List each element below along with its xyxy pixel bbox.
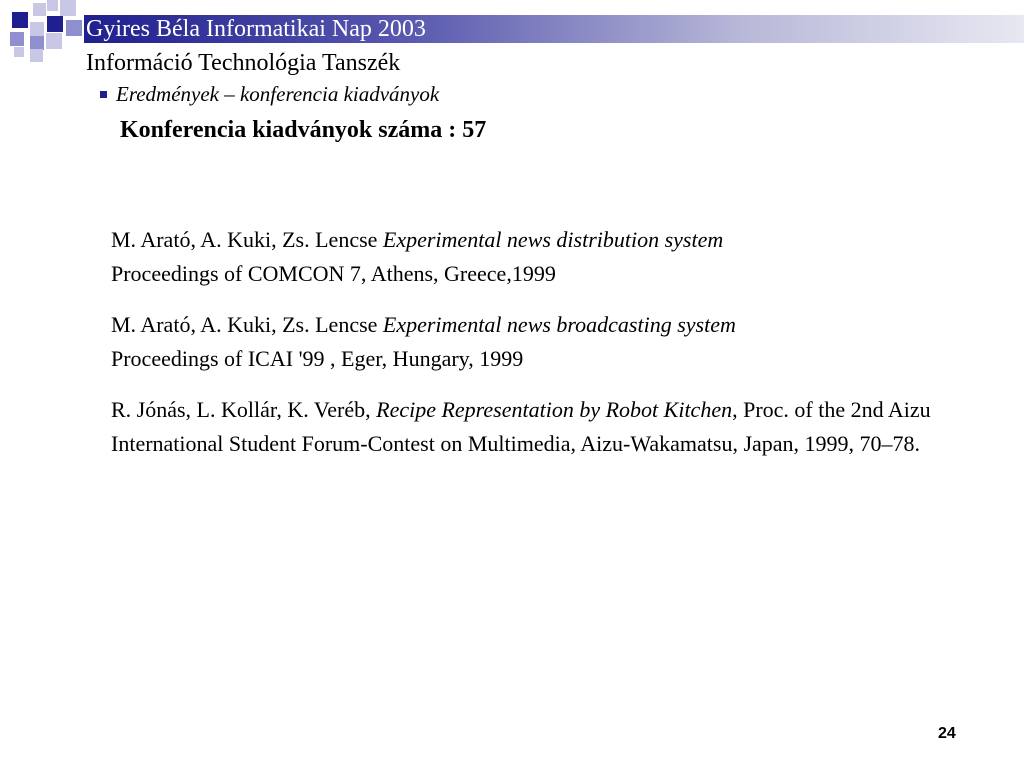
- square-decoration: [46, 33, 62, 49]
- square-decoration: [30, 49, 43, 62]
- reference-list: [111, 223, 991, 478]
- square-decoration: [66, 20, 82, 36]
- reference-venue: Proceedings of ICAI '99 , Eger, Hungary, 1999: [111, 346, 524, 371]
- square-decoration: [47, 16, 63, 32]
- square-decoration: [30, 22, 44, 36]
- square-decoration: [12, 12, 28, 28]
- slide-title: Gyires Béla Informatikai Nap 2003: [86, 16, 426, 42]
- reference-item: [111, 308, 991, 376]
- square-decoration: [47, 0, 58, 11]
- square-decoration: [14, 47, 24, 57]
- reference-title: Experimental news distribution system: [382, 227, 724, 252]
- bullet-square-icon: [100, 91, 107, 98]
- square-decoration: [10, 32, 24, 46]
- section-bullet-text: Eredmények – konferencia kiadványok: [116, 81, 440, 106]
- reference-title-suffix: ,: [732, 397, 738, 422]
- square-decoration: [60, 0, 76, 16]
- section-heading: Konferencia kiadványok száma : 57: [120, 117, 487, 143]
- reference-title: Recipe Representation by Robot Kitchen: [376, 397, 733, 422]
- reference-authors: R. Jónás, L. Kollár, K. Veréb,: [111, 397, 377, 422]
- square-decoration: [33, 3, 46, 16]
- reference-item: [111, 393, 991, 461]
- page-number: 24: [938, 725, 956, 742]
- reference-item: [111, 223, 991, 291]
- reference-venue: Proceedings of COMCON 7, Athens, Greece,1999: [111, 261, 556, 286]
- section-bullet: [100, 81, 439, 107]
- slide-subtitle: Információ Technológia Tanszék: [86, 50, 401, 76]
- square-decoration: [30, 36, 44, 50]
- reference-authors: M. Arató, A. Kuki, Zs. Lencse: [111, 227, 383, 252]
- reference-venue: Proc. of the 2nd Aizu International Student Forum-Contest on Multimedia, Aizu-Wakamatsu, Japan, 1999, 70–78.: [111, 397, 931, 456]
- reference-title: Experimental news broadcasting system: [382, 312, 736, 337]
- reference-authors: M. Arató, A. Kuki, Zs. Lencse: [111, 312, 383, 337]
